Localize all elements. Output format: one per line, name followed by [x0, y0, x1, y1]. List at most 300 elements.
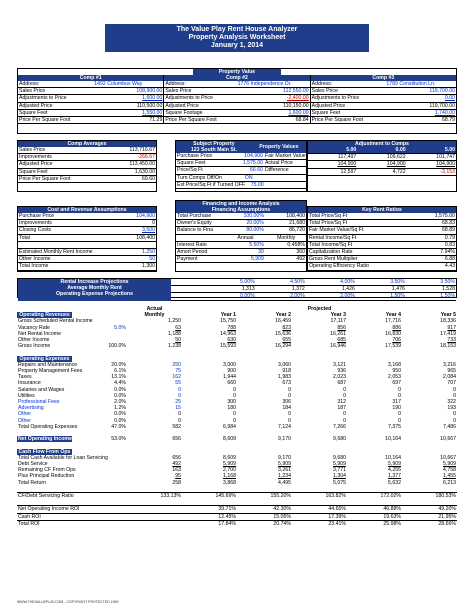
- ratio-row: [308, 220, 456, 227]
- row-value: 0: [453, 392, 456, 399]
- row-value: 17.39%: [292, 513, 347, 520]
- row-label: Professional Fees: [18, 399, 60, 406]
- cost-label: Total: [19, 234, 30, 241]
- row-value: 42.30%: [237, 506, 292, 513]
- property-values-header: Property Values: [252, 141, 306, 153]
- row-value: 0: [178, 386, 181, 393]
- row-value: 16,459: [275, 318, 291, 325]
- row-value: 1,377: [388, 473, 401, 480]
- adjust-value: 104,900: [386, 161, 406, 168]
- projection-value: 4.50%: [290, 279, 305, 285]
- comp-value: 68.79: [442, 116, 455, 123]
- row-value: 2,700: [223, 467, 236, 474]
- comp-row: [18, 117, 163, 124]
- row-value: 163: [172, 467, 181, 474]
- adjust-value: -3,153: [440, 168, 455, 175]
- row-value: 14,963: [220, 330, 236, 337]
- row-value: 582: [172, 423, 181, 430]
- projection-value: 1,372: [291, 286, 305, 293]
- key-ratios-header: Key Rent Ratios: [308, 207, 456, 213]
- comp-label: Adjustments to Price: [311, 95, 360, 102]
- row-value: 19.63%: [347, 513, 402, 520]
- row-value: 0: [453, 386, 456, 393]
- year-header: Year 2: [275, 312, 291, 319]
- comp-label: Square Feet: [19, 109, 48, 116]
- row-percent: [72, 506, 127, 513]
- row-value: 0: [343, 386, 346, 393]
- row-value: [127, 513, 182, 520]
- ratio-label: Capitalization Rate: [309, 248, 353, 255]
- subject-label: Purchase Price: [177, 153, 213, 159]
- row-label: Total Cash Available for Loan Servicing: [18, 454, 108, 461]
- row-value: 0: [288, 392, 291, 399]
- row-value: 184: [282, 405, 291, 412]
- spacer-row: [17, 442, 457, 448]
- key-ratios-section: [307, 206, 457, 272]
- row-value: 0: [398, 417, 401, 424]
- comp-label: Address:: [19, 81, 40, 87]
- row-label: Taxes: [18, 374, 32, 381]
- subject-value: ON: [244, 174, 253, 181]
- comp-row: [164, 103, 309, 110]
- row-value: 17,117: [330, 318, 346, 325]
- comp-label: Sales Price: [311, 88, 338, 95]
- row-value: 306: [282, 399, 291, 406]
- row-value: 9,170: [278, 454, 291, 461]
- row-value: 673: [282, 380, 291, 387]
- comp-label: Adjustments to Price: [19, 95, 67, 102]
- financing-row: [176, 220, 306, 227]
- financing-amount: 360: [296, 248, 305, 255]
- row-value: 16,946: [330, 343, 346, 350]
- financing-label: Amort Period: [177, 248, 208, 255]
- comp-value: 1,600.00: [142, 95, 163, 102]
- avg-value: 1,630.00: [134, 168, 155, 175]
- subject-value-label: Difference: [265, 167, 289, 174]
- adjust-row: [308, 154, 456, 161]
- row-value: 15,750: [220, 318, 236, 325]
- comp-average-row: [18, 169, 156, 176]
- financing-amount: 21,680: [289, 220, 305, 227]
- row-value: 3,216: [443, 361, 456, 368]
- row-value: 0: [288, 386, 291, 393]
- row-percent: 0.0%: [114, 392, 126, 399]
- row-value: 15.05%: [237, 513, 292, 520]
- comp-value: 110,500.00: [136, 102, 163, 109]
- projections-section: [17, 278, 457, 298]
- comp-averages-header: Comp Averages: [18, 141, 156, 147]
- row-label: Gross Income: [18, 343, 51, 350]
- row-value: 823: [282, 324, 291, 331]
- financing-value: 20.00%: [246, 220, 264, 227]
- row-percent: 4.4%: [114, 380, 126, 387]
- row-value: 39.71%: [182, 506, 237, 513]
- row-value: 7,124: [278, 423, 291, 430]
- avg-value: 113,716.67: [129, 147, 155, 153]
- cost-revenue-row: [18, 256, 156, 263]
- projection-value: 1,476: [391, 286, 405, 293]
- row-value: 697: [392, 380, 401, 387]
- financing-amount: 0.458%: [287, 241, 305, 248]
- row-label: Total ROI: [17, 520, 72, 527]
- row-value: 0: [178, 417, 181, 424]
- cost-revenue-row: [18, 242, 156, 249]
- row-value: 300: [227, 399, 236, 406]
- row-label: Cash ROI: [17, 513, 72, 520]
- comp-row: [18, 81, 163, 88]
- row-value: 10,667: [440, 454, 456, 461]
- comp-averages-section: [17, 140, 157, 192]
- row-value: 16,830: [385, 330, 401, 337]
- adjustment-header: Adjustment to Comps: [308, 141, 456, 147]
- row-value: 0: [233, 392, 236, 399]
- cost-label: Other Income: [19, 256, 51, 263]
- row-value: 322: [447, 399, 456, 406]
- row-value: 49.20%: [402, 506, 457, 513]
- spacer-row: [17, 486, 457, 493]
- cash-flow-header: Cash Flow From Ops: [18, 448, 71, 455]
- adjust-value: 4,722: [392, 168, 406, 175]
- row-percent: 0.0%: [114, 417, 126, 424]
- table-row: [17, 493, 457, 500]
- row-label: Property Management Fees: [18, 368, 83, 375]
- subject-label: Turn Comps Off/On: [177, 174, 222, 181]
- row-value: 918: [282, 368, 291, 375]
- financing-label: Payment: [177, 256, 198, 263]
- row-label: Total Operating Expenses: [18, 423, 78, 430]
- subject-value: 104,900: [244, 153, 264, 159]
- comp-row: [164, 117, 309, 124]
- subject-value-label: [264, 175, 306, 181]
- row-label: Remaining CF From Ops: [18, 467, 76, 474]
- ratio-value: 4.43: [444, 263, 455, 270]
- comp-title: Comp #2: [164, 75, 309, 81]
- projection-value: 2.00%: [290, 293, 305, 300]
- comp-row: [164, 88, 309, 95]
- row-value: 0: [178, 411, 181, 418]
- subject-label: Square Feet: [177, 160, 206, 167]
- row-value: 788: [227, 324, 236, 331]
- noi-percent: 53.0%: [111, 436, 126, 443]
- comp-row: [311, 88, 456, 95]
- comp-average-row: [18, 161, 156, 168]
- row-label: Other Income: [18, 337, 50, 344]
- ratio-row: [308, 213, 456, 220]
- row-value: 5,909: [388, 461, 401, 468]
- row-value: 656: [172, 454, 181, 461]
- comp-value: 1,740.00: [434, 109, 455, 116]
- comps-row: [18, 75, 456, 124]
- subject-label: Est Price/Sq Ft if Turned OFF: [177, 181, 246, 188]
- comp-value: 1492 Columbus Way: [94, 81, 143, 87]
- row-value: 5,909: [443, 461, 456, 468]
- ratio-value: 68.89: [442, 227, 455, 234]
- subject-value: 66.60: [250, 167, 264, 174]
- row-percent: [72, 513, 127, 520]
- comp-value: 68.84: [295, 116, 309, 123]
- cost-revenue-row: [18, 235, 156, 242]
- subject-label: Price/Sq Ft: [177, 167, 203, 174]
- row-value: 655: [282, 337, 291, 344]
- row-value: 18,336: [440, 318, 456, 325]
- table-cell: [17, 499, 457, 506]
- subject-property-header: Subject Property 123 South Main St.: [176, 141, 252, 153]
- worksheet-title: [105, 24, 369, 52]
- adjust-factor: 5.00: [346, 147, 357, 153]
- row-value: 0: [453, 411, 456, 418]
- comp-row: [18, 103, 163, 110]
- row-value: 3,060: [278, 361, 291, 368]
- row-value: 687: [337, 380, 346, 387]
- comp-value: 1,600.00: [288, 109, 309, 116]
- row-label: Debt Service: [18, 461, 48, 468]
- comp-value: 1789 Constitution Ln.: [386, 81, 436, 87]
- financing-value: 5.50%: [249, 241, 264, 248]
- comp-label: Address:: [311, 81, 333, 87]
- row-value: 1,234: [278, 473, 291, 480]
- financing-header: Financing and Income Analysis: [176, 201, 306, 207]
- ratio-row: [308, 263, 456, 270]
- projection-value: 1.50%: [390, 293, 405, 300]
- cost-label: Estimated Monthly Rent Income: [19, 248, 93, 255]
- comp-label: Price Per Square Foot: [165, 116, 217, 123]
- subject-row: [176, 153, 306, 160]
- row-value: 15: [175, 405, 181, 412]
- row-value: 492: [172, 461, 181, 468]
- projection-value: 3.50%: [440, 279, 455, 285]
- row-value: 6,213: [443, 479, 456, 486]
- cost-value: 0: [152, 220, 155, 227]
- row-value: 917: [447, 324, 456, 331]
- row-value: 63: [175, 324, 181, 331]
- financing-assumptions-header: Financing Assumptions: [176, 207, 306, 213]
- comp-row: [311, 117, 456, 124]
- table-row: [17, 506, 457, 513]
- cost-revenue-row: [18, 263, 156, 270]
- row-value: 965: [447, 368, 456, 375]
- noi-value: 8,609: [223, 436, 236, 443]
- row-value: 0: [178, 392, 181, 399]
- financing-label: Total Purchase: [177, 213, 212, 219]
- subject-value-label: Fair Market Value: [265, 153, 306, 159]
- comp-row: [164, 81, 309, 88]
- row-value: 75: [175, 368, 181, 375]
- row-value: 25.98%: [347, 520, 402, 527]
- comp-value: -2,400.00: [286, 95, 309, 102]
- ratio-value: 0.79: [444, 234, 455, 241]
- subject-value-label: Actual Price: [265, 160, 293, 167]
- financing-value: 30: [258, 248, 264, 255]
- row-value: 733: [447, 337, 456, 344]
- row-value: 0: [398, 392, 401, 399]
- row-value: 707: [447, 380, 456, 387]
- comp-row: [18, 110, 163, 117]
- avg-value: -266.67: [137, 154, 155, 161]
- financing-period: Monthly: [277, 234, 296, 241]
- cost-revenue-row: [18, 213, 156, 220]
- ratio-label: Operating Efficiency Ratio: [309, 263, 369, 270]
- adjustment-section: [307, 140, 457, 192]
- projection-spacer: [171, 293, 206, 299]
- adjust-factor: 0.00: [395, 147, 406, 153]
- table-cell: [17, 349, 457, 355]
- cost-label: Closing Costs: [19, 227, 52, 234]
- row-label: Net Rental Income: [18, 330, 61, 337]
- financing-value: 5,909: [250, 256, 264, 263]
- row-value: 17,419: [440, 330, 456, 337]
- ratio-value: 0.83: [444, 241, 455, 248]
- comp-value: 119,700.00: [429, 102, 455, 109]
- noi-value: 9,170: [278, 436, 291, 443]
- row-value: 18,153: [440, 343, 456, 350]
- row-value: 193: [447, 405, 456, 412]
- cost-revenue-row: [18, 249, 156, 256]
- financing-amount: 86,720: [289, 227, 305, 234]
- cost-value: 104,900: [136, 213, 155, 219]
- year-header: Year 5: [440, 312, 456, 319]
- row-value: 0: [398, 386, 401, 393]
- row-value: 250: [172, 361, 181, 368]
- cost-value: [155, 242, 156, 248]
- projection-spacer: [171, 286, 206, 292]
- row-value: [127, 506, 182, 513]
- row-value: 856: [337, 324, 346, 331]
- comp-label: Adjusted Price: [311, 102, 346, 109]
- row-percent: 0.0%: [114, 386, 126, 393]
- comp-label: Square Footage: [165, 109, 203, 116]
- row-value: 0: [453, 417, 456, 424]
- row-label: Utilities: [18, 392, 35, 399]
- comp-value: 1,550.00: [142, 109, 163, 116]
- projection-value: 1,426: [341, 286, 355, 293]
- row-value: 17.84%: [182, 520, 237, 527]
- subject-row: [176, 160, 306, 167]
- comp-value: 112,550.00: [283, 88, 309, 95]
- row-value: 180.53%: [402, 493, 457, 500]
- avg-label: Adjusted Price: [19, 161, 53, 168]
- noi-value: 10,667: [440, 436, 456, 443]
- projection-value: 1.50%: [440, 293, 455, 300]
- ratio-value: 1,575.00: [434, 213, 455, 219]
- row-value: 190: [392, 405, 401, 412]
- comp-value: 0.00: [444, 95, 455, 102]
- row-value: 172.02%: [347, 493, 402, 500]
- row-label: Salaries and Wages: [18, 386, 65, 393]
- cost-label: Total Income: [19, 263, 49, 270]
- year-header: Year 3: [330, 312, 346, 319]
- row-value: 180: [227, 405, 236, 412]
- subject-row: [176, 182, 306, 189]
- row-value: 0: [233, 386, 236, 393]
- row-value: 660: [227, 380, 236, 387]
- comp-value: 110,150.00: [283, 102, 309, 109]
- avg-label: Square Feet: [19, 168, 48, 175]
- row-percent: 5.0%: [114, 324, 126, 331]
- projection-row: [171, 286, 456, 293]
- year-header: Year 1: [220, 312, 236, 319]
- comp-label: Adjusted Price: [19, 102, 53, 109]
- financing-label: Balance to Fina: [177, 227, 214, 234]
- row-value: 10,164: [385, 454, 401, 461]
- row-value: 258: [172, 479, 181, 486]
- row-value: 0: [398, 411, 401, 418]
- year-header: Year 4: [385, 312, 401, 319]
- row-value: 7,375: [388, 423, 401, 430]
- comp-title: Comp #1: [18, 75, 163, 81]
- adjust-value: 101,747: [436, 154, 455, 161]
- row-value: 1,250: [168, 318, 181, 325]
- cost-revenue-row: [18, 227, 156, 234]
- row-value: 685: [337, 337, 346, 344]
- row-value: 1,188: [168, 330, 181, 337]
- noi-value: 9,680: [333, 436, 346, 443]
- row-percent: 13.1%: [111, 374, 126, 381]
- noi-label: Net Operating Income: [18, 436, 72, 443]
- cost-value: 1,300: [142, 263, 155, 270]
- ratio-row: [308, 235, 456, 242]
- actual-header: Actual: [146, 306, 163, 312]
- row-value: 17,716: [385, 318, 401, 325]
- projection-value: 0.00%: [240, 293, 255, 300]
- worksheet: [17, 24, 457, 52]
- row-value: 163.82%: [292, 493, 347, 500]
- ratio-row: [308, 242, 456, 249]
- ratio-label: Total Price/Sq Ft: [309, 220, 348, 227]
- adjust-factor: 5.00: [444, 147, 455, 153]
- subject-value: 1,575.00: [242, 160, 264, 167]
- projection-label: Operating Expense Projections: [56, 291, 133, 298]
- row-percent: [72, 493, 127, 500]
- row-value: 12.45%: [182, 513, 237, 520]
- title-line-1: The Value Play Rent House Analyzer: [176, 26, 298, 33]
- row-value: 5,075: [333, 479, 346, 486]
- row-value: 95: [175, 473, 181, 480]
- row-label: Net Operating Income ROI: [18, 506, 80, 513]
- comp-1: [18, 75, 164, 124]
- row-value: 0: [343, 392, 346, 399]
- subject-value: 75.00: [250, 181, 264, 188]
- row-value: 17,539: [385, 343, 401, 350]
- row-value: 6,984: [223, 423, 236, 430]
- comp-label: Price Per Square Foot: [19, 116, 71, 123]
- ratio-label: Total Income/Sq Ft: [309, 241, 353, 248]
- row-value: [127, 520, 182, 527]
- row-value: 3,168: [388, 361, 401, 368]
- comp-row: [311, 95, 456, 102]
- row-value: 4,255: [388, 467, 401, 474]
- comp-value: 1776 Independence Dr.: [237, 81, 292, 87]
- row-value: 0: [343, 417, 346, 424]
- row-value: 5,632: [388, 479, 401, 486]
- operating-expenses-header: Operating Expenses: [17, 356, 72, 362]
- row-percent: [72, 520, 127, 527]
- row-value: 46.88%: [347, 506, 402, 513]
- row-value: 20.74%: [237, 520, 292, 527]
- row-label: Repairs and Maintenance: [18, 361, 78, 368]
- financing-row: [176, 213, 306, 220]
- row-value: 5,909: [278, 461, 291, 468]
- ratio-value: 7.94%: [440, 248, 455, 255]
- adjust-value: 117,497: [337, 154, 357, 161]
- avg-value: 113,450.00: [129, 161, 155, 168]
- row-value: 4,495: [278, 479, 291, 486]
- projection-label: Average Monthly Rent: [67, 285, 122, 292]
- row-value: 187: [337, 405, 346, 412]
- row-value: 2,084: [443, 374, 456, 381]
- row-value: 155.20%: [237, 493, 292, 500]
- row-value: 23.41%: [292, 520, 347, 527]
- ratio-label: Rental Income/Sq Ft: [309, 234, 357, 241]
